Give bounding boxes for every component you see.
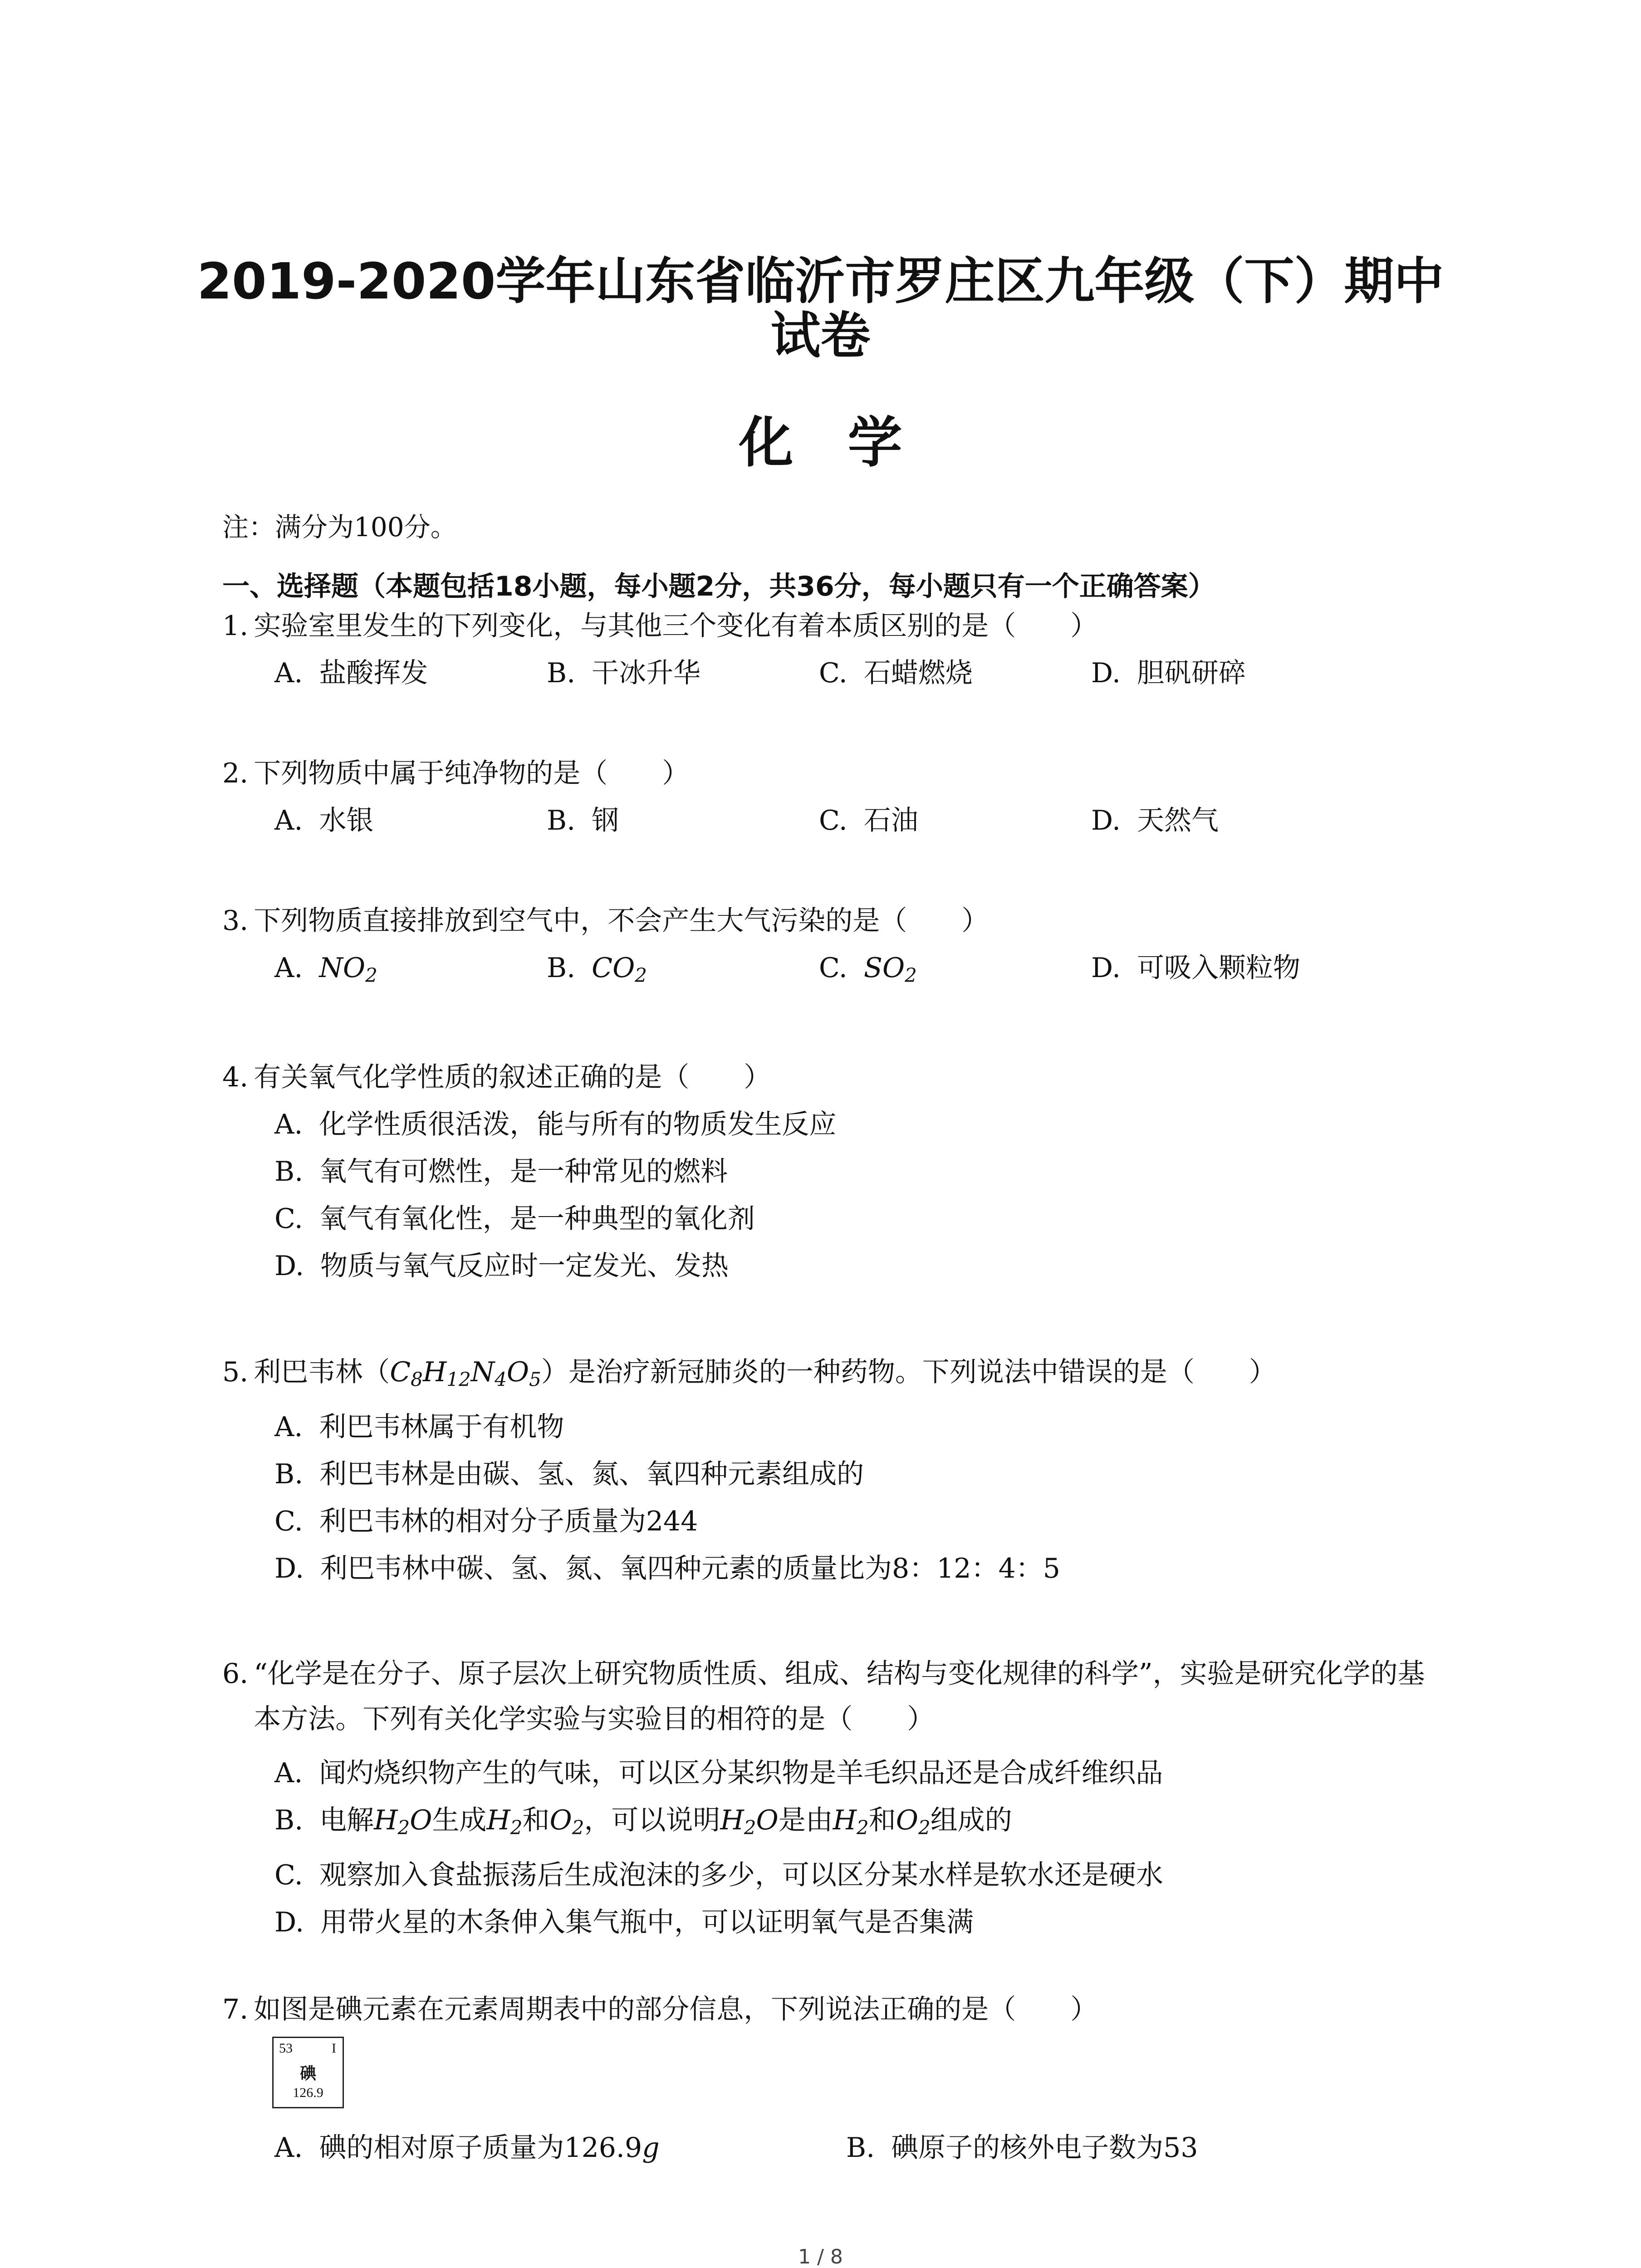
question-3 (222, 905, 1301, 987)
iodine-element-tile (272, 2037, 344, 2108)
question-stem: 实验室里发生的下列变化，与其他三个变化有着本质区别的是（ ） (254, 610, 1098, 642)
question-stem: 下列物质直接排放到空气中，不会产生大气污染的是（ ） (254, 905, 989, 937)
atomic-number: 53 (279, 2041, 293, 2056)
option-b: B. 碘原子的核外电子数为53 (846, 2132, 1198, 2164)
option-c: C. 氧气有氧化性，是一种典型的氧化剂 (274, 1203, 755, 1235)
option-a: A. 利巴韦林属于有机物 (274, 1411, 564, 1443)
question-7-options (222, 2132, 1198, 2164)
option-b: B. 钢 (547, 805, 619, 836)
question-stem: “化学是在分子、原子层次上研究物质性质、组成、结构与变化规律的科学”，实验是研究化学的基本方法。下列有关化学实验与实验目的相符的是（ ） (254, 1658, 1425, 1735)
question-number: 6. (222, 1658, 249, 1690)
atomic-mass: 126.9 (293, 2085, 323, 2100)
option-a: A. 水银 (274, 805, 374, 836)
option-a: A. $NO_2$ (274, 952, 377, 987)
option-d: D. 可吸入颗粒物 (1091, 952, 1301, 984)
option-b: B. $CO_2$ (547, 952, 647, 987)
option-a: A. 化学性质很活泼，能与所有的物质发生反应 (274, 1109, 837, 1140)
option-b: B. 干冰升华 (547, 657, 701, 689)
question-stem: 有关氧气化学性质的叙述正确的是（ ） (254, 1061, 771, 1093)
option-d: D. 利巴韦林中碳、氢、氮、氧四种元素的质量比为8：12：4：5 (274, 1552, 1060, 1584)
section-heading: 一、选择题（本题包括18小题，每小题2分，共36分，每小题只有一个正确答案） (222, 571, 1215, 602)
exam-title (136, 254, 1505, 363)
ribavirin-formula: $C_8H_{12}N_4O_5$ (390, 1356, 541, 1391)
option-c: C. 利巴韦林的相对分子质量为244 (274, 1505, 698, 1537)
option-b: B. 利巴韦林是由碳、氢、氮、氧四种元素组成的 (274, 1458, 864, 1490)
option-d: D. 用带火星的木条伸入集气瓶中，可以证明氧气是否集满 (274, 1906, 974, 1938)
option-c: C. 观察加入食盐振荡后生成泡沫的多少，可以区分某水样是软水还是硬水 (274, 1859, 1163, 1891)
option-d: D. 天然气 (1091, 805, 1219, 836)
subject-heading: 化学 (739, 411, 957, 474)
question-number: 3. (222, 905, 249, 937)
element-name: 碘 (299, 2064, 316, 2083)
option-a: A. 碘的相对原子质量为126.9g (274, 2132, 660, 2164)
option-b: B. 电解$H_2O$生成$H_2$和$O_2$，可以说明$H_2O$是由$H_2$和$O_2$组成的 (274, 1804, 1012, 1839)
question-number: 5. (222, 1356, 249, 1388)
option-c: C. $SO_2$ (819, 952, 917, 987)
element-symbol: I (332, 2041, 336, 2056)
question-4 (222, 1061, 836, 1282)
question-2 (222, 758, 1219, 836)
option-d: D. 胆矾研碎 (1091, 657, 1246, 689)
option-c: C. 石蜡燃烧 (819, 657, 973, 689)
question-1 (222, 610, 1246, 689)
question-stem: 下列物质中属于纯净物的是（ ） (254, 758, 690, 789)
option-a: A. 闻灼烧织物产生的气味，可以区分某织物是羊毛织品还是合成纤维织品 (274, 1757, 1163, 1789)
question-number: 1. (222, 610, 249, 642)
question-stem: 如图是碘元素在元素周期表中的部分信息，下列说法正确的是（ ） (254, 1994, 1098, 2025)
option-a: A. 盐酸挥发 (274, 657, 428, 689)
score-note: 注：满分为100分。 (222, 512, 457, 543)
title-line-1: 2019-2020学年山东省临沂市罗庄区九年级（下）期中 (197, 252, 1444, 310)
option-c: C. 石油 (819, 805, 918, 836)
question-5: 5. 利巴韦林$(C_8H_{12}N_4O_5)$是治疗新冠肺炎的一种药物。下列说法中错误的是（ ） A. 利巴韦林属于有机物 B. 利巴韦林是由碳、氢、氮、氧四种元素组成的 C. 利巴韦林的相对分子质量为244 D. 利巴韦林中碳、氢、氮、氧四种元素的质量比为8：12：4：5 (222, 1356, 1276, 1584)
option-d: D. 物质与氧气反应时一定发光、发热 (274, 1250, 729, 1282)
title-line-2: 试卷 (770, 307, 871, 365)
page-number: 1 / 8 (798, 2245, 843, 2268)
question-number: 4. (222, 1061, 249, 1093)
question-number: 7. (222, 1994, 249, 2025)
question-7 (222, 1994, 1097, 2025)
option-b: B. 氧气有可燃性，是一种常见的燃料 (274, 1156, 728, 1188)
question-6 (222, 1651, 1447, 1938)
question-number: 2. (222, 758, 249, 789)
